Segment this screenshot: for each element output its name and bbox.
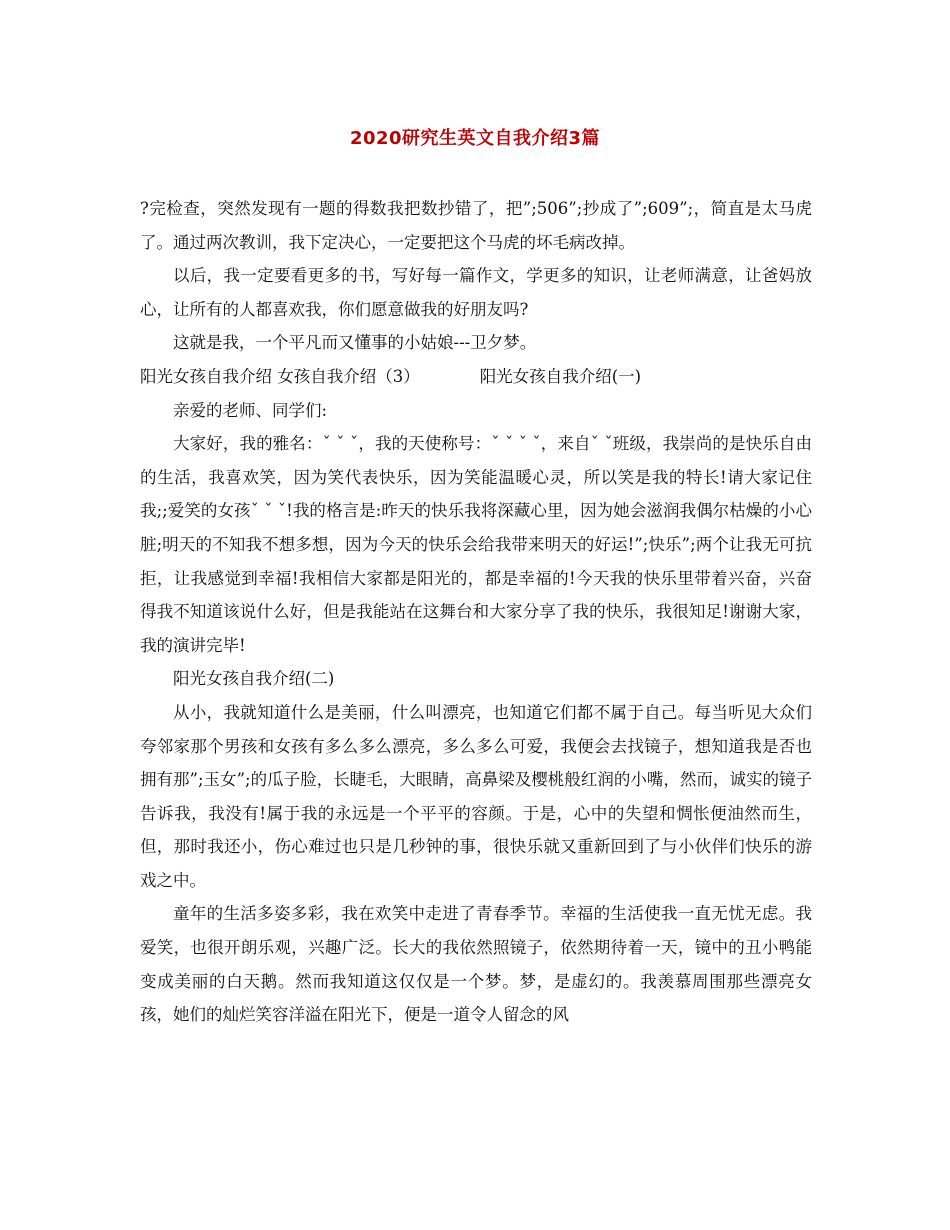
paragraph: 亲爱的老师、同学们: [173, 400, 328, 420]
paragraph: 这就是我，一个平凡而又懂事的小姑娘---卫夕梦。 [173, 333, 537, 353]
document-title: 2020研究生英文自我介绍3篇 [349, 128, 601, 149]
paragraph: 从小，我就知道什么是美丽，什么叫漂亮，也知道它们都不属于自己。每当听见大众们夸邻家那个男孩和女孩有多么多么漂亮，多么多么可爱，我便会去找镜子，想知道我是否也拥有那”;玉女”;的瓜子脸，长睫毛，大眼睛，高鼻梁及樱桃般红润的小嘴，然而，诚实的镜子告诉我，我没有!属于我的永远是一个平平的容颜。于是，心中的失望和惆怅便油然而生，但，那时我还小，伤心难过也只是几秒钟的事，很快乐就又重新回到了与小伙伴们快乐的游戏之中。 [140, 702, 812, 890]
paragraph: 以后，我一定要看更多的书，写好每一篇作文，学更多的知识，让老师满意，让爸妈放心，让所有的人都喜欢我，你们愿意做我的好朋友吗? [140, 266, 812, 319]
section-heading-line [140, 360, 812, 394]
paragraph: 大家好，我的雅名：ˇ ˇ ˇ，我的天使称号：ˇ ˇ ˇ ˇ，来自ˇ ˇ班级，我崇尚的是快乐自由的生活，我喜欢笑，因为笑代表快乐，因为笑能温暖心灵，所以笑是我的特长!请大家记住我;;爱笑的女孩ˇ ˇ ˇ!我的格言是:昨天的快乐我将深藏心里，因为她会滋润我偶尔枯燥的小心脏;明天的不知我不想多想，因为今天的快乐会给我带来明天的好运!”;快乐”;两个让我无可抗拒，让我感觉到幸福!我相信大家都是阳光的，都是幸福的!今天我的快乐里带着兴奋，兴奋得我不知道该说什么好，但是我能站在这舞台和大家分享了我的快乐，我很知足!谢谢大家，我的演讲完毕! [140, 434, 812, 655]
heading-right: 阳光女孩自我介绍(一) [479, 366, 642, 386]
heading-left: 阳光女孩自我介绍 女孩自我介绍（3） [140, 366, 420, 386]
paragraph: 阳光女孩自我介绍(二) [173, 669, 335, 689]
document-body [140, 192, 812, 1032]
paragraph: 童年的生活多姿多彩，我在欢笑中走进了青春季节。幸福的生活使我一直无忧无虑。我爱笑，也很开朗乐观，兴趣广泛。长大的我依然照镜子，依然期待着一天，镜中的丑小鸭能变成美丽的白天鹅。然而我知道这仅仅是一个梦。梦，是虚幻的。我羡慕周围那些漂亮女孩，她们的灿烂笑容洋溢在阳光下，便是一道令人留念的风 [140, 904, 812, 1025]
paragraph: ?完检查，突然发现有一题的得数我把数抄错了，把”;506”;抄成了”;609”;，简直是太马虎了。通过两次教训，我下定决心，一定要把这个马虎的坏毛病改掉。 [140, 199, 812, 252]
